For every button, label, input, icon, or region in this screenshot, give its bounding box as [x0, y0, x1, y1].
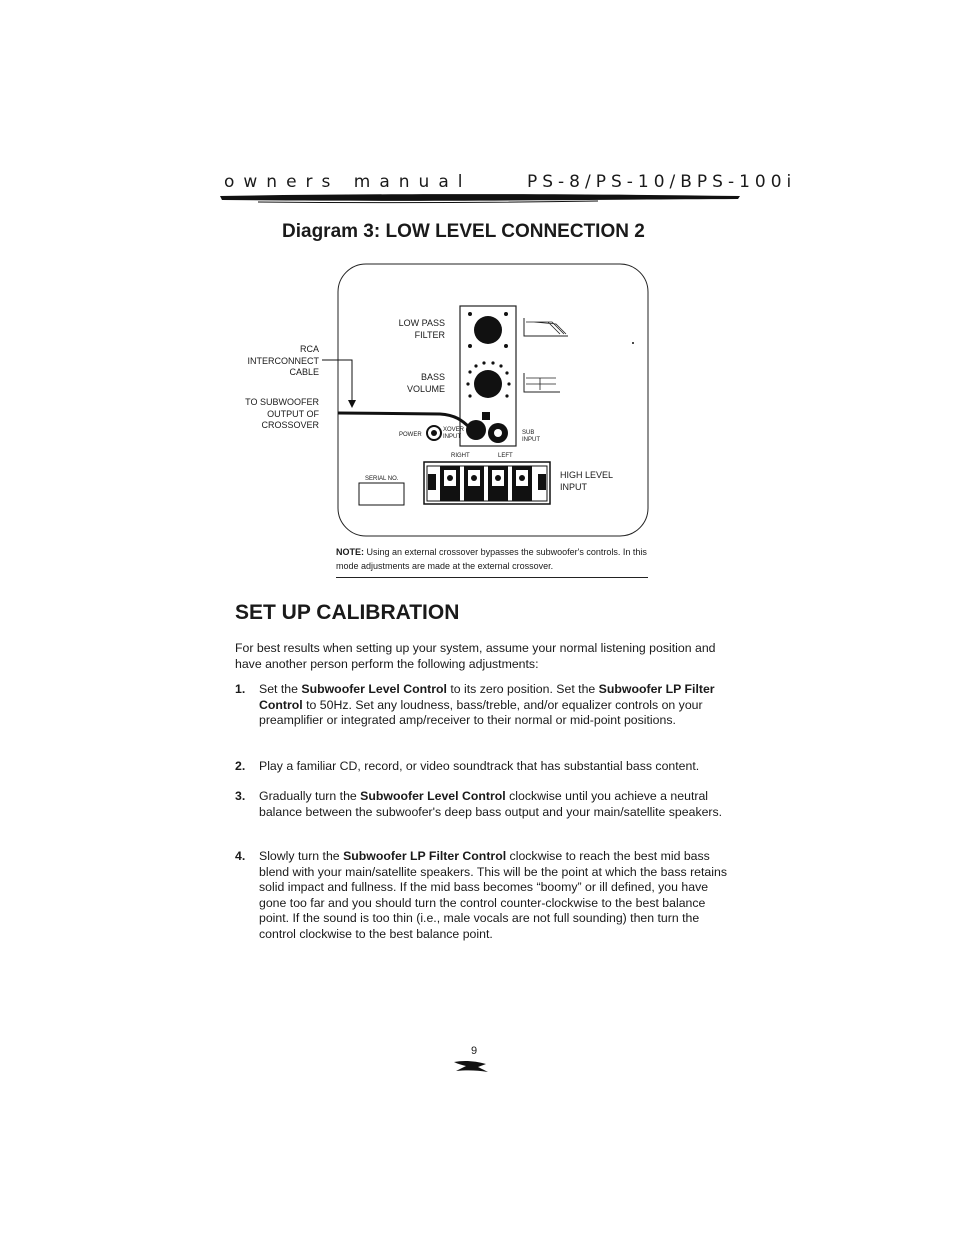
header-brush-rule — [218, 191, 742, 205]
xover-input-label: XOVER INPUT — [443, 427, 465, 440]
brand-logo-mark — [450, 1058, 492, 1074]
step-1 — [235, 682, 730, 729]
step-text: Slowly turn the Subwoofer LP Filter Control clockwise to reach the best mid bass blend with your main/satellite speakers. This will be the point at which the bass retains solid impact and fullness. If the mid bass becomes “boomy” or ill defined, you have gone too far and you should turn the control counter-clockwise to the best balance point. If the sound is too thin (i.e., male vocals are not full sounding) then turn the control clockwise to the best balance point. — [259, 849, 727, 941]
low-pass-filter-label: LOW PASS FILTER — [398, 318, 445, 340]
serial-number-label: SERIAL NO. — [365, 476, 399, 482]
page-number: 9 — [471, 1045, 478, 1057]
intro-paragraph: For best results when setting up your system, assume your normal listening position and have another person perform the following adjustments: — [235, 641, 716, 671]
note-text: Using an external crossover bypasses the subwoofer's controls. In this mode adjustments are made at the external crossover. — [336, 547, 647, 571]
step-number: 4. — [235, 849, 246, 863]
section-title: SET UP CALIBRATION — [235, 601, 460, 624]
manual-header-left: owners manual — [224, 172, 472, 192]
power-label: POWER — [399, 432, 422, 438]
left-channel-label: LEFT — [498, 453, 513, 459]
sub-input-label: SUB INPUT — [522, 430, 540, 443]
to-subwoofer-label: TO SUBWOOFER OUTPUT OF CROSSOVER — [245, 397, 319, 430]
step-text: Play a familiar CD, record, or video soundtrack that has substantial bass content. — [259, 759, 700, 773]
step-text: Gradually turn the Subwoofer Level Control clockwise until you achieve a neutral balance between the subwoofer's deep bass output and your main/satellite speakers. — [259, 789, 723, 819]
step-number: 3. — [235, 789, 246, 803]
step-number: 2. — [235, 759, 246, 773]
note-label: NOTE: — [336, 547, 364, 557]
model-header-right: PS-8/PS-10/BPS-100i — [527, 172, 797, 192]
step-text: Set the Subwoofer Level Control to its zero position. Set the Subwoofer LP Filter Control to 50Hz. Set any loudness, bass/treble, and/or equalizer controls on your preamplifier or integrated amp/receiver to their normal or mid-point positions. — [259, 682, 715, 728]
right-channel-label: RIGHT — [451, 453, 470, 459]
high-level-input-label: HIGH LEVEL INPUT — [560, 470, 614, 492]
bass-volume-label: BASS VOLUME — [406, 372, 445, 394]
step-3 — [235, 789, 730, 820]
step-2 — [235, 759, 730, 775]
diagram-title: Diagram 3: LOW LEVEL CONNECTION 2 — [282, 221, 645, 242]
step-4 — [235, 849, 730, 943]
note-rule — [336, 577, 648, 578]
step-number: 1. — [235, 682, 246, 696]
rca-cable-label: RCA INTERCONNECT CABLE — [247, 344, 319, 377]
diagram-note — [336, 545, 648, 573]
